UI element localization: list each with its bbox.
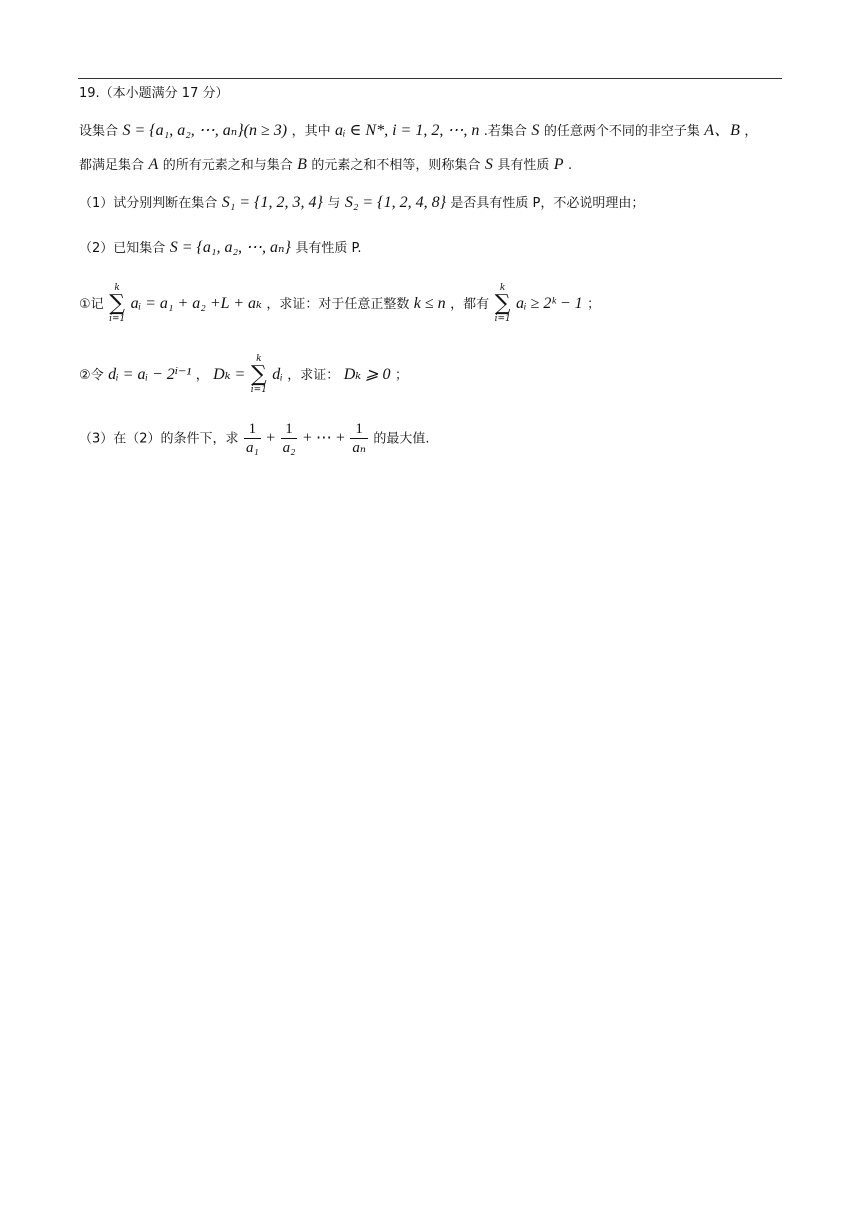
subsets-AB: A、B	[704, 122, 740, 139]
sum-lower-limit-3: i=1	[250, 385, 267, 395]
fraction-2-numerator: 1	[281, 420, 298, 439]
part2a-text-3: ，都有	[450, 297, 490, 312]
intro-line-2	[79, 155, 572, 176]
set-S2: S₂ = {1, 2, 4, 8}	[344, 194, 446, 211]
top-rule	[78, 78, 782, 79]
set-S1: S₁ = {1, 2, 3, 4}	[221, 194, 323, 211]
part-2-2	[79, 355, 408, 395]
summation-symbol-3	[251, 355, 267, 395]
intro2-text-5: .	[568, 158, 573, 173]
intro-line	[79, 121, 757, 142]
ellipsis-plus: + ⋯ +	[302, 429, 345, 447]
intro2-text-3: 的元素之和不相等，则称集合	[311, 158, 481, 173]
part2a-text-1: ①记	[79, 297, 104, 312]
intro-text-1: 设集合	[79, 124, 119, 139]
part-2-1	[79, 284, 600, 324]
intro2-text-4: 具有性质	[497, 158, 550, 173]
sum-upper-limit: k	[114, 283, 120, 293]
set-A-symbol: A	[148, 156, 159, 173]
intro-text-3: .若集合	[483, 124, 527, 139]
D-claim: Dₖ ⩾ 0	[343, 366, 391, 383]
fraction-1-numerator: 1	[244, 420, 261, 439]
part-2	[79, 238, 361, 259]
set-S-symbol: S	[531, 122, 540, 139]
element-condition: aᵢ ∈ N*, i = 1, 2, ⋯, n	[335, 122, 480, 139]
fraction-n-denominator: aₙ	[352, 440, 366, 456]
property-P: P	[553, 156, 564, 173]
problem-header: 19.（本小题满分 17 分）	[79, 86, 229, 101]
k-condition: k ≤ n	[413, 295, 446, 312]
part2-text-1: （2）已知集合	[79, 241, 166, 256]
summation-symbol	[109, 284, 125, 324]
D-definition: Dₖ =	[213, 366, 246, 383]
fraction-1-denominator: a₁	[246, 440, 259, 456]
fraction-n-numerator: 1	[350, 420, 368, 439]
intro-text-2: ，其中	[291, 124, 331, 139]
sigma-glyph: ∑	[109, 291, 125, 316]
part1-text-1: （1）试分别判断在集合	[79, 196, 218, 211]
d-definition: dᵢ = aᵢ − 2ⁱ⁻¹	[108, 366, 192, 383]
sigma-glyph-3: ∑	[250, 362, 267, 387]
part1-text-3: 是否具有性质 P，不必说明理由；	[450, 196, 645, 211]
sum-lower-limit-2: i=1	[494, 314, 511, 324]
set-S-symbol-2: S	[484, 156, 493, 173]
intro-text-5: ，	[744, 124, 758, 139]
intro2-text-2: 的所有元素之和与集合	[162, 158, 293, 173]
part2b-text-4: ；	[394, 368, 408, 383]
part-3	[79, 420, 430, 457]
part2a-text-4: ；	[587, 297, 601, 312]
part2b-text-1: ②令	[79, 368, 104, 383]
part2a-text-2: ，求证：对于任意正整数	[266, 297, 410, 312]
inequality-claim: aᵢ ≥ 2ᵏ − 1	[516, 295, 583, 312]
part-1	[79, 193, 644, 214]
d-term: dᵢ	[272, 366, 283, 383]
set-B-symbol: B	[297, 156, 307, 173]
intro2-text-1: 都满足集合	[79, 158, 145, 173]
sigma-glyph-2: ∑	[494, 291, 511, 316]
fraction-n	[350, 420, 368, 457]
part2b-text-2: ，	[195, 368, 209, 383]
set-S-def: S = {a₁, a₂, ⋯, aₙ}(n ≥ 3)	[122, 122, 288, 139]
fraction-1	[244, 420, 261, 457]
sum-upper-limit-3: k	[256, 354, 262, 364]
part2-text-2: 具有性质 P.	[295, 241, 362, 256]
sum-lower-limit: i=1	[109, 314, 126, 324]
part3-text-1: （3）在（2）的条件下，求	[79, 431, 239, 447]
intro-text-4: 的任意两个不同的非空子集	[543, 124, 700, 139]
part3-text-2: 的最大值.	[373, 431, 430, 447]
plus-sign: +	[266, 429, 276, 447]
summation-symbol-2	[495, 284, 511, 324]
fraction-2	[281, 420, 298, 457]
part1-text-2: 与	[327, 196, 341, 211]
fraction-2-denominator: a₂	[282, 440, 296, 456]
sum-expansion: aᵢ = a₁ + a₂ +L + aₖ	[130, 295, 262, 312]
set-S-property: S = {a₁, a₂, ⋯, aₙ}	[169, 239, 291, 256]
part2b-text-3: ，求证：	[287, 368, 340, 383]
sum-upper-limit-2: k	[499, 283, 506, 293]
